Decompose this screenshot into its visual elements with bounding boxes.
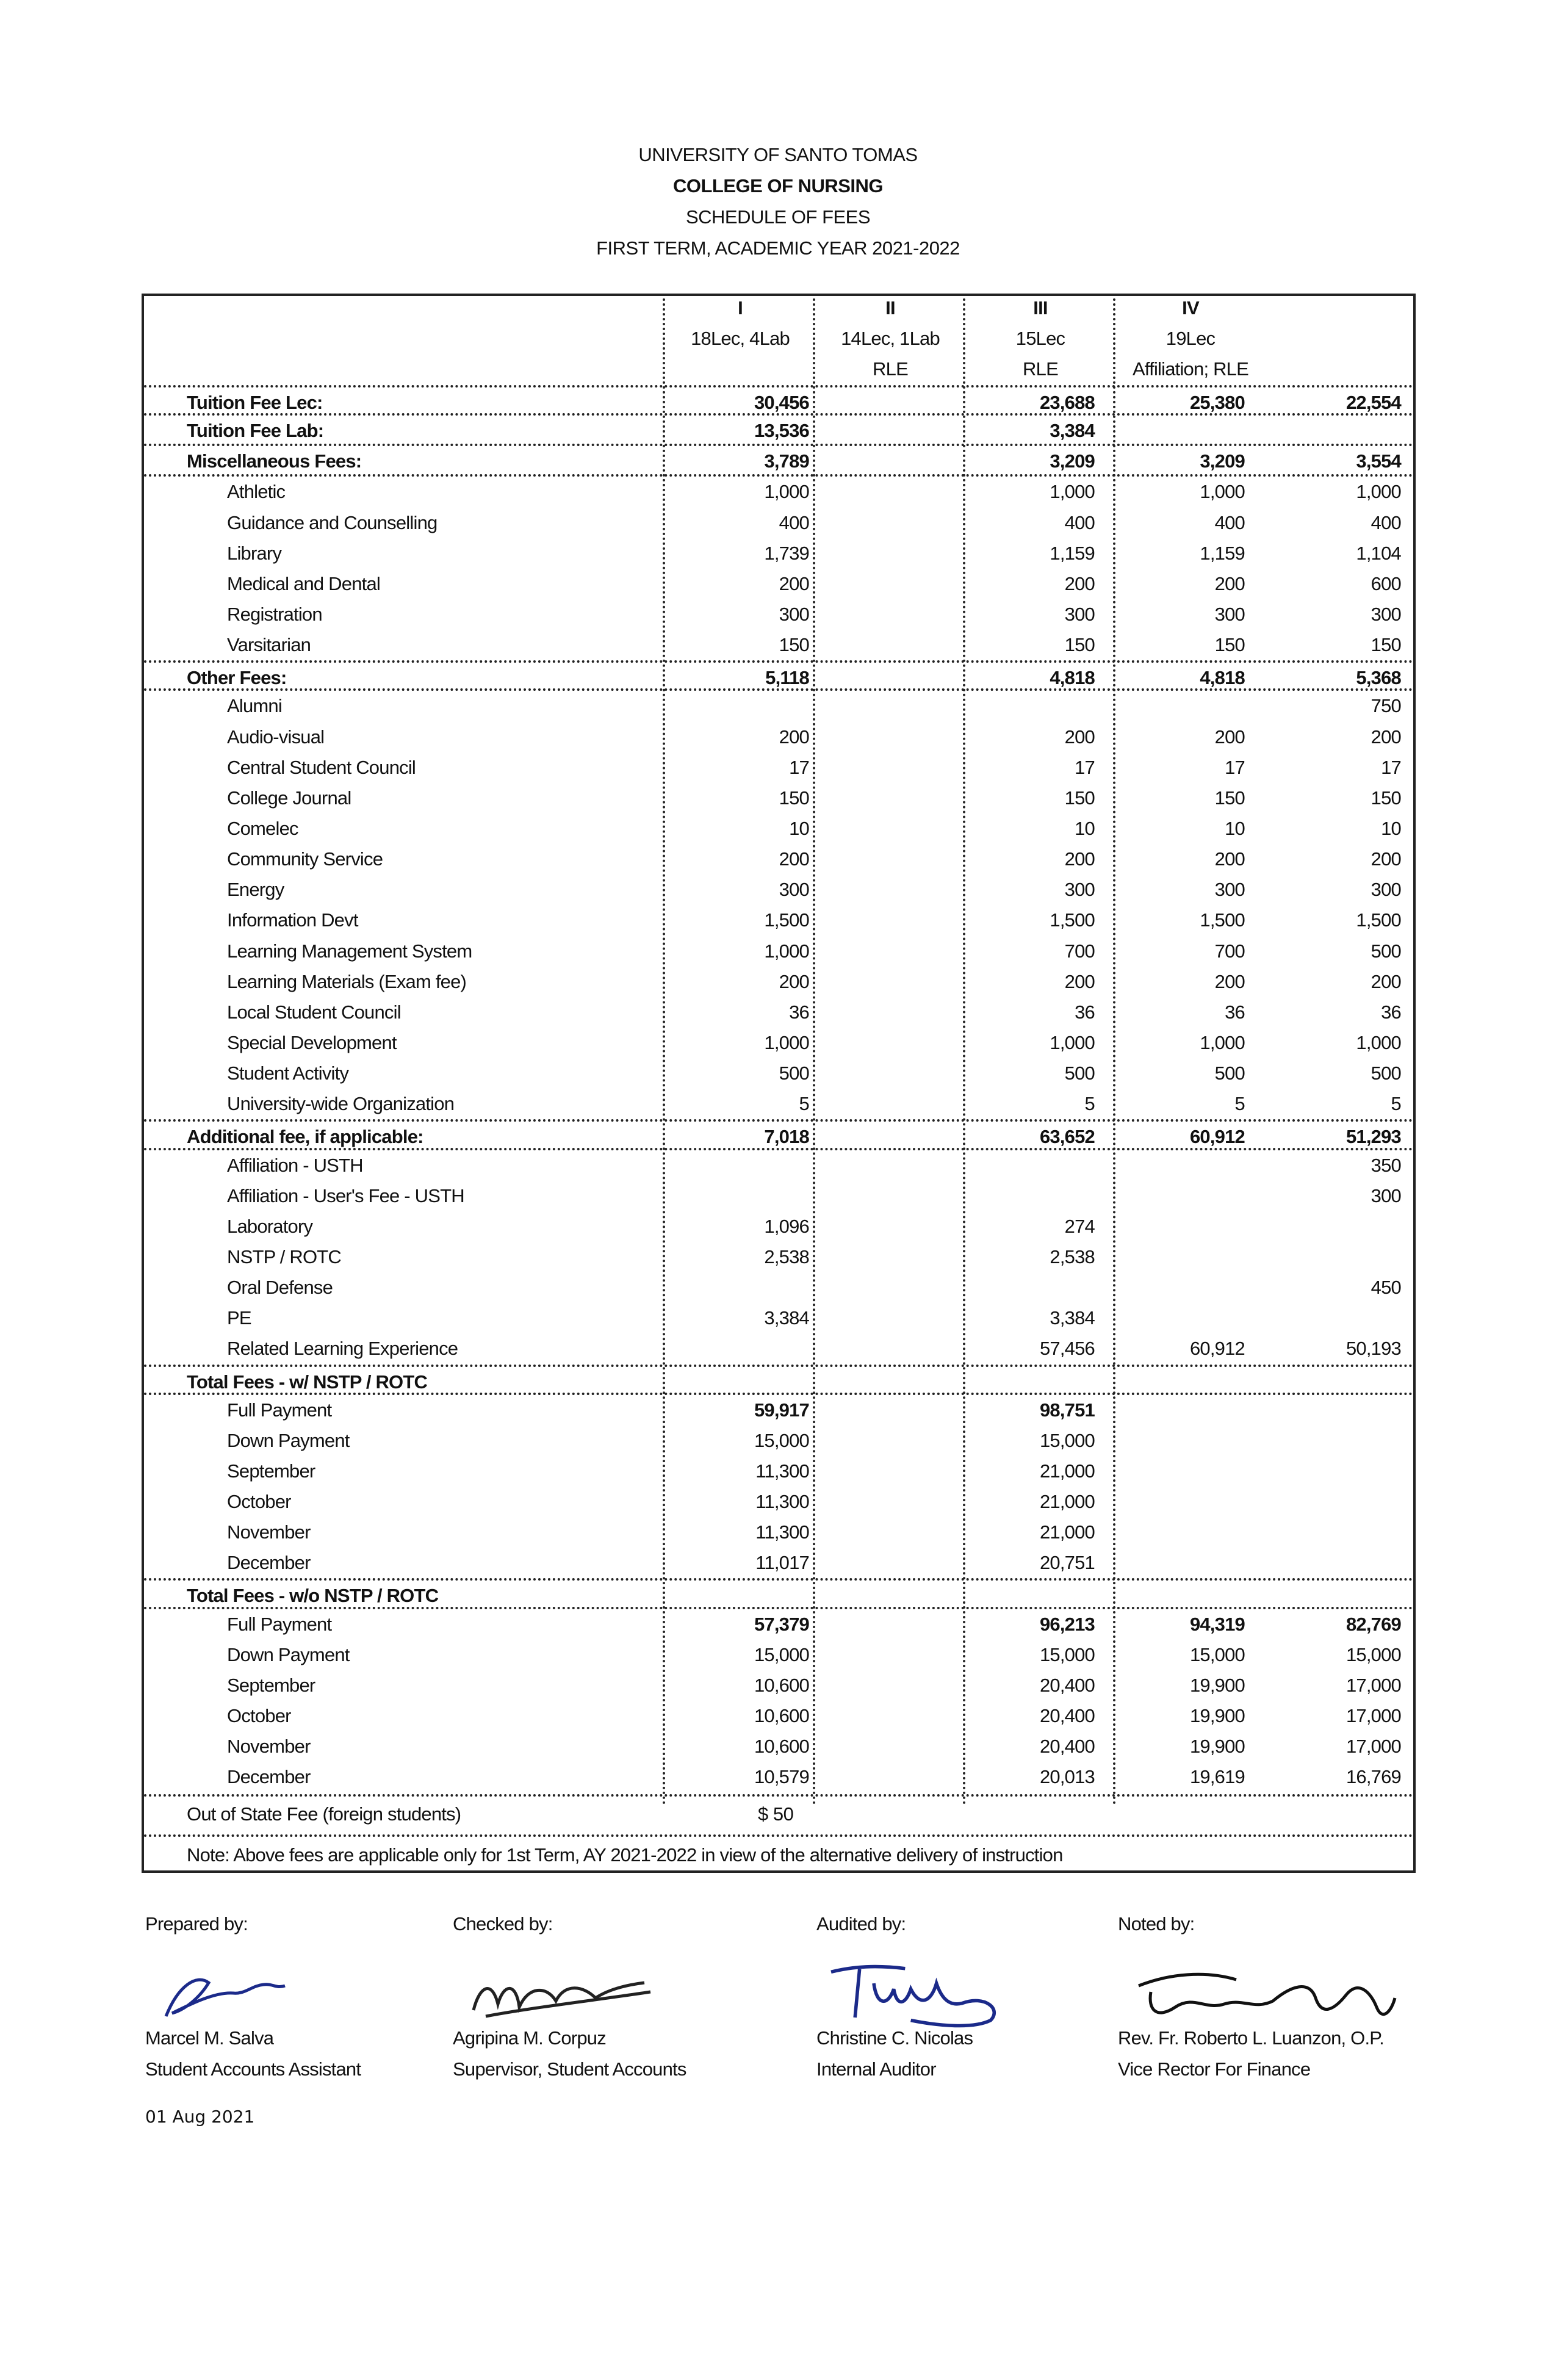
year-type-label: RLE bbox=[1023, 358, 1058, 380]
fee-label: Full Payment bbox=[227, 1613, 332, 1635]
fee-label: Down Payment bbox=[227, 1429, 350, 1451]
fee-label: September bbox=[227, 1460, 315, 1482]
fee-label: University-wide Organization bbox=[227, 1093, 455, 1115]
fee-section-row bbox=[144, 1119, 1413, 1150]
fee-item-row bbox=[144, 691, 1413, 721]
fee-amount-year-3: 19,900 bbox=[1189, 1736, 1245, 1758]
fee-amount-year-1: 200 bbox=[779, 848, 809, 870]
fee-amount-year-3: 1,000 bbox=[1200, 481, 1245, 503]
fee-amount-year-1: 30,456 bbox=[754, 392, 809, 413]
fee-amount-year-4: 15,000 bbox=[1345, 1643, 1401, 1665]
fee-amount-year-3: 60,912 bbox=[1189, 1338, 1245, 1360]
fee-amount-year-1: 400 bbox=[779, 511, 809, 533]
fee-item-row bbox=[144, 844, 1413, 874]
fee-amount-year-1: 10,579 bbox=[754, 1766, 809, 1788]
fee-item-row bbox=[144, 1272, 1413, 1303]
signatory-role: Audited by: bbox=[816, 1913, 906, 1935]
fee-amount-year-1: 200 bbox=[779, 726, 809, 748]
fee-amount-year-2: 3,384 bbox=[1050, 1307, 1095, 1329]
fee-amount-year-2: 2,538 bbox=[1050, 1246, 1095, 1268]
fee-amount-year-3: 300 bbox=[1214, 603, 1245, 625]
fee-label: Alumni bbox=[227, 695, 282, 717]
college-name: COLLEGE OF NURSING bbox=[672, 175, 884, 197]
fee-amount-year-3: 200 bbox=[1214, 848, 1245, 870]
fee-amount-year-3: 1,500 bbox=[1200, 909, 1245, 931]
fee-amount-year-2: 20,013 bbox=[1039, 1766, 1095, 1788]
fee-amount-year-2: 1,000 bbox=[1050, 1031, 1095, 1053]
fee-label: Energy bbox=[227, 879, 284, 901]
fee-amount-year-4: 750 bbox=[1371, 695, 1401, 717]
fee-amount-year-1: 10,600 bbox=[754, 1674, 809, 1696]
fee-amount-year-4: 50,193 bbox=[1345, 1338, 1401, 1360]
fee-rows bbox=[144, 385, 1413, 1792]
fee-amount-year-3: 17 bbox=[1225, 756, 1245, 778]
fee-amount-year-4: 3,554 bbox=[1356, 450, 1401, 472]
fee-item-row bbox=[144, 1701, 1413, 1731]
fee-amount-year-3: 36 bbox=[1225, 1001, 1245, 1023]
year-level-heading: II bbox=[885, 297, 895, 319]
fee-amount-year-3: 200 bbox=[1214, 970, 1245, 992]
fee-amount-year-2: 21,000 bbox=[1039, 1460, 1095, 1482]
fee-label: October bbox=[227, 1491, 291, 1513]
year-type-label: RLE bbox=[873, 358, 908, 380]
fee-amount-year-3: 10 bbox=[1225, 817, 1245, 839]
fee-amount-year-4: 5 bbox=[1391, 1093, 1401, 1115]
signatory-noted-by bbox=[1118, 1908, 1401, 2085]
fee-amount-year-4: 450 bbox=[1371, 1277, 1401, 1299]
fee-amount-year-4: 1,104 bbox=[1356, 542, 1401, 564]
fee-amount-year-1: 7,018 bbox=[764, 1126, 809, 1148]
fee-amount-year-1: 11,300 bbox=[755, 1521, 809, 1543]
fee-item-row bbox=[144, 905, 1413, 936]
fee-amount-year-2: 500 bbox=[1064, 1062, 1095, 1084]
fee-amount-year-3: 19,900 bbox=[1189, 1705, 1245, 1727]
fee-label: Tuition Fee Lab: bbox=[187, 420, 324, 442]
fee-amount-year-3: 60,912 bbox=[1189, 1126, 1245, 1148]
fee-amount-year-3: 200 bbox=[1214, 726, 1245, 748]
fee-amount-year-2: 63,652 bbox=[1039, 1126, 1095, 1148]
fee-label: Local Student Council bbox=[227, 1001, 401, 1023]
fee-amount-year-1: 36 bbox=[789, 1001, 809, 1023]
year-type-label: Affiliation; RLE bbox=[1133, 358, 1248, 380]
out-of-state-fee-label: Out of State Fee (foreign students) bbox=[187, 1803, 461, 1825]
fee-label: October bbox=[227, 1705, 291, 1727]
fee-label: Total Fees - w/o NSTP / ROTC bbox=[187, 1585, 439, 1607]
fee-amount-year-4: 1,000 bbox=[1356, 481, 1401, 503]
fee-amount-year-4: 17,000 bbox=[1345, 1736, 1401, 1758]
fee-amount-year-1: 500 bbox=[779, 1062, 809, 1084]
fee-label: PE bbox=[227, 1307, 251, 1329]
fee-item-row bbox=[144, 874, 1413, 905]
fee-item-row bbox=[144, 1640, 1413, 1670]
signature-image bbox=[449, 1949, 657, 2035]
fee-amount-year-4: 200 bbox=[1371, 726, 1401, 748]
fee-amount-year-4: 150 bbox=[1371, 634, 1401, 656]
fee-amount-year-3: 1,000 bbox=[1200, 1031, 1245, 1053]
fee-label: Library bbox=[227, 542, 282, 564]
signatory-position: Supervisor, Student Accounts bbox=[453, 2058, 686, 2080]
fee-item-row bbox=[144, 1303, 1413, 1333]
fee-amount-year-1: 150 bbox=[779, 787, 809, 809]
fee-item-row bbox=[144, 1426, 1413, 1456]
fee-label: Athletic bbox=[227, 481, 286, 503]
fee-amount-year-2: 21,000 bbox=[1039, 1491, 1095, 1513]
fee-amount-year-2: 21,000 bbox=[1039, 1521, 1095, 1543]
signatory-checked-by bbox=[453, 1908, 686, 2085]
fee-item-row bbox=[144, 630, 1413, 660]
fee-label: Tuition Fee Lec: bbox=[187, 392, 323, 413]
fee-label: Student Activity bbox=[227, 1062, 349, 1084]
fee-amount-year-1: 10 bbox=[789, 817, 809, 839]
fee-amount-year-2: 200 bbox=[1064, 726, 1095, 748]
fee-amount-year-2: 15,000 bbox=[1039, 1429, 1095, 1451]
fee-label: November bbox=[227, 1521, 311, 1543]
fee-item-row bbox=[144, 477, 1413, 507]
fee-amount-year-1: 1,000 bbox=[764, 481, 809, 503]
university-name: UNIVERSITY OF SANTO TOMAS bbox=[638, 144, 918, 165]
fee-amount-year-4: 36 bbox=[1381, 1001, 1401, 1023]
fee-item-row bbox=[144, 569, 1413, 599]
fee-amount-year-2: 3,209 bbox=[1050, 450, 1095, 472]
fee-label: College Journal bbox=[227, 787, 351, 809]
fee-item-row bbox=[144, 936, 1413, 967]
signatory-prepared-by bbox=[145, 1908, 361, 2085]
fee-amount-year-2: 300 bbox=[1064, 603, 1095, 625]
fee-section-row bbox=[144, 416, 1413, 446]
signature-image bbox=[813, 1949, 1020, 2035]
fee-amount-year-1: 10,600 bbox=[754, 1736, 809, 1758]
fee-label: Oral Defense bbox=[227, 1277, 333, 1299]
fee-amount-year-2: 10 bbox=[1075, 817, 1095, 839]
fee-amount-year-2: 4,818 bbox=[1050, 667, 1095, 689]
signature-image bbox=[1114, 1949, 1401, 2035]
fee-amount-year-2: 20,400 bbox=[1039, 1674, 1095, 1696]
fee-amount-year-1: 2,538 bbox=[764, 1246, 809, 1268]
fee-amount-year-2: 400 bbox=[1064, 511, 1095, 533]
fee-amount-year-4: 500 bbox=[1371, 1062, 1401, 1084]
fee-amount-year-4: 22,554 bbox=[1345, 392, 1401, 413]
fee-label: Comelec bbox=[227, 817, 298, 839]
fee-item-row bbox=[144, 1487, 1413, 1517]
fee-amount-year-3: 1,159 bbox=[1200, 542, 1245, 564]
fee-amount-year-3: 3,209 bbox=[1200, 450, 1245, 472]
fee-amount-year-1: 300 bbox=[779, 603, 809, 625]
fee-amount-year-1: 1,096 bbox=[764, 1215, 809, 1237]
fee-amount-year-2: 23,688 bbox=[1039, 392, 1095, 413]
fee-amount-year-3: 19,619 bbox=[1189, 1766, 1245, 1788]
fee-item-row bbox=[144, 1181, 1413, 1211]
fee-label: Special Development bbox=[227, 1031, 397, 1053]
fee-item-row bbox=[144, 1548, 1413, 1578]
fee-section-row bbox=[144, 1578, 1413, 1609]
fee-amount-year-1: 11,300 bbox=[755, 1460, 809, 1482]
fee-amount-year-1: 57,379 bbox=[754, 1613, 809, 1635]
fee-amount-year-1: 10,600 bbox=[754, 1705, 809, 1727]
fee-amount-year-4: 1,000 bbox=[1356, 1031, 1401, 1053]
signatory-position: Student Accounts Assistant bbox=[145, 2058, 361, 2080]
fee-label: Learning Management System bbox=[227, 940, 472, 962]
fee-amount-year-3: 25,380 bbox=[1189, 392, 1245, 413]
table-divider bbox=[144, 1834, 1413, 1837]
fee-amount-year-3: 150 bbox=[1214, 634, 1245, 656]
fee-amount-year-4: 350 bbox=[1371, 1154, 1401, 1176]
fee-amount-year-2: 17 bbox=[1075, 756, 1095, 778]
fee-label: Affiliation - User's Fee - USTH bbox=[227, 1185, 464, 1206]
fee-amount-year-1: 1,739 bbox=[764, 542, 809, 564]
fee-label: Varsitarian bbox=[227, 634, 311, 656]
fee-amount-year-4: 16,769 bbox=[1345, 1766, 1401, 1788]
fee-amount-year-2: 1,159 bbox=[1050, 542, 1095, 564]
term-label: FIRST TERM, ACADEMIC YEAR 2021-2022 bbox=[596, 237, 960, 259]
fee-label: Information Devt bbox=[227, 909, 358, 931]
fee-label: Additional fee, if applicable: bbox=[187, 1126, 423, 1148]
fee-amount-year-4: 200 bbox=[1371, 848, 1401, 870]
fee-item-row bbox=[144, 967, 1413, 997]
fee-amount-year-2: 150 bbox=[1064, 634, 1095, 656]
fee-item-row bbox=[144, 599, 1413, 630]
fee-amount-year-3: 94,319 bbox=[1189, 1613, 1245, 1635]
fee-amount-year-4: 51,293 bbox=[1345, 1126, 1401, 1148]
fee-label: Learning Materials (Exam fee) bbox=[227, 970, 467, 992]
signatory-name: Marcel M. Salva bbox=[145, 2027, 274, 2049]
fee-item-row bbox=[144, 1211, 1413, 1242]
fee-amount-year-1: 13,536 bbox=[754, 420, 809, 442]
fee-label: Full Payment bbox=[227, 1399, 332, 1421]
year-load-label: 14Lec, 1Lab bbox=[841, 328, 940, 349]
fee-amount-year-2: 20,400 bbox=[1039, 1736, 1095, 1758]
fee-label: Community Service bbox=[227, 848, 383, 870]
fee-amount-year-2: 98,751 bbox=[1039, 1399, 1095, 1421]
fee-amount-year-3: 700 bbox=[1214, 940, 1245, 962]
fee-amount-year-4: 10 bbox=[1381, 817, 1401, 839]
fee-label: NSTP / ROTC bbox=[227, 1246, 341, 1268]
fee-label: Other Fees: bbox=[187, 667, 287, 689]
fee-amount-year-1: 150 bbox=[779, 634, 809, 656]
fee-item-row bbox=[144, 1762, 1413, 1792]
fee-section-row bbox=[144, 660, 1413, 691]
year-load-label: 19Lec bbox=[1165, 328, 1216, 349]
fee-amount-year-1: 11,300 bbox=[755, 1491, 809, 1513]
fee-amount-year-2: 300 bbox=[1064, 879, 1095, 901]
fee-note: Note: Above fees are applicable only for 1st Term, AY 2021-2022 in view of the alternative delivery of instruction bbox=[187, 1844, 1063, 1866]
fee-amount-year-1: 3,384 bbox=[764, 1307, 809, 1329]
fee-amount-year-3: 4,818 bbox=[1200, 667, 1245, 689]
fee-amount-year-4: 600 bbox=[1371, 572, 1401, 594]
fee-amount-year-1: 1,000 bbox=[764, 940, 809, 962]
signatory-role: Checked by: bbox=[453, 1913, 553, 1935]
fee-amount-year-1: 17 bbox=[789, 756, 809, 778]
signature-image bbox=[142, 1949, 300, 2035]
fee-amount-year-1: 59,917 bbox=[754, 1399, 809, 1421]
fee-item-row bbox=[144, 538, 1413, 569]
year-load-label: 15Lec bbox=[1015, 328, 1065, 349]
fee-section-row bbox=[144, 446, 1413, 477]
document-header bbox=[140, 139, 1416, 264]
fee-item-row bbox=[144, 1333, 1413, 1364]
signatory-role: Prepared by: bbox=[145, 1913, 248, 1935]
fee-label: Medical and Dental bbox=[227, 572, 380, 594]
fee-amount-year-1: 1,500 bbox=[764, 909, 809, 931]
fee-amount-year-4: 300 bbox=[1371, 879, 1401, 901]
fee-amount-year-1: 5 bbox=[799, 1093, 809, 1115]
fee-label: November bbox=[227, 1736, 311, 1758]
fee-label: Affiliation - USTH bbox=[227, 1154, 363, 1176]
fee-label: December bbox=[227, 1552, 311, 1574]
fee-item-row bbox=[144, 1517, 1413, 1548]
signatory-name: Christine C. Nicolas bbox=[816, 2027, 973, 2049]
fee-item-row bbox=[144, 997, 1413, 1028]
year-level-heading: III bbox=[1033, 297, 1048, 319]
fee-label: Miscellaneous Fees: bbox=[187, 450, 362, 472]
fee-amount-year-1: 3,789 bbox=[764, 450, 809, 472]
fee-item-row bbox=[144, 1089, 1413, 1119]
fee-amount-year-3: 15,000 bbox=[1189, 1643, 1245, 1665]
fee-amount-year-3: 400 bbox=[1214, 511, 1245, 533]
fee-item-row bbox=[144, 722, 1413, 752]
fee-item-row bbox=[144, 1150, 1413, 1181]
fee-item-row bbox=[144, 1456, 1413, 1487]
fee-amount-year-4: 200 bbox=[1371, 970, 1401, 992]
fee-amount-year-2: 274 bbox=[1064, 1215, 1095, 1237]
fee-amount-year-3: 5 bbox=[1234, 1093, 1245, 1115]
fee-item-row bbox=[144, 1242, 1413, 1272]
fee-amount-year-4: 17,000 bbox=[1345, 1674, 1401, 1696]
signatory-name: Agripina M. Corpuz bbox=[453, 2027, 606, 2049]
fee-amount-year-2: 57,456 bbox=[1039, 1338, 1095, 1360]
fee-label: September bbox=[227, 1674, 315, 1696]
out-of-state-fee-value: $ 50 bbox=[758, 1803, 794, 1825]
fee-amount-year-3: 19,900 bbox=[1189, 1674, 1245, 1696]
fee-label: December bbox=[227, 1766, 311, 1788]
fee-amount-year-4: 82,769 bbox=[1345, 1613, 1401, 1635]
fee-amount-year-4: 500 bbox=[1371, 940, 1401, 962]
fee-label: Registration bbox=[227, 603, 322, 625]
fee-amount-year-2: 200 bbox=[1064, 848, 1095, 870]
signatory-role: Noted by: bbox=[1118, 1913, 1195, 1935]
signatory-position: Vice Rector For Finance bbox=[1118, 2058, 1311, 2080]
fee-amount-year-2: 20,400 bbox=[1039, 1705, 1095, 1727]
fee-amount-year-1: 200 bbox=[779, 970, 809, 992]
fee-amount-year-1: 5,118 bbox=[765, 667, 809, 689]
fee-label: Guidance and Counselling bbox=[227, 511, 438, 533]
year-load-label: 18Lec, 4Lab bbox=[691, 328, 790, 349]
fee-amount-year-4: 300 bbox=[1371, 603, 1401, 625]
fee-amount-year-3: 200 bbox=[1214, 572, 1245, 594]
fee-amount-year-2: 3,384 bbox=[1050, 420, 1095, 442]
fee-amount-year-3: 300 bbox=[1214, 879, 1245, 901]
fee-section-row bbox=[144, 1365, 1413, 1395]
signatory-position: Internal Auditor bbox=[816, 2058, 936, 2080]
fee-amount-year-1: 11,017 bbox=[755, 1552, 809, 1574]
fee-item-row bbox=[144, 1609, 1413, 1640]
fee-amount-year-1: 1,000 bbox=[764, 1031, 809, 1053]
fee-label: Related Learning Experience bbox=[227, 1338, 458, 1360]
year-level-heading: IV bbox=[1182, 297, 1199, 319]
fee-amount-year-4: 400 bbox=[1371, 511, 1401, 533]
fee-amount-year-2: 5 bbox=[1084, 1093, 1095, 1115]
fee-item-row bbox=[144, 1058, 1413, 1089]
fee-item-row bbox=[144, 1731, 1413, 1762]
fee-amount-year-2: 36 bbox=[1075, 1001, 1095, 1023]
fee-amount-year-4: 300 bbox=[1371, 1185, 1401, 1206]
table-divider bbox=[144, 1794, 1413, 1797]
fee-amount-year-4: 150 bbox=[1371, 787, 1401, 809]
fee-amount-year-4: 17 bbox=[1381, 756, 1401, 778]
fee-label: Central Student Council bbox=[227, 756, 416, 778]
fee-amount-year-2: 1,500 bbox=[1050, 909, 1095, 931]
fee-item-row bbox=[144, 1028, 1413, 1058]
fee-item-row bbox=[144, 813, 1413, 844]
fee-amount-year-3: 500 bbox=[1214, 1062, 1245, 1084]
document-title: SCHEDULE OF FEES bbox=[685, 206, 871, 228]
fee-amount-year-2: 20,751 bbox=[1039, 1552, 1095, 1574]
fee-amount-year-4: 5,368 bbox=[1356, 667, 1401, 689]
fee-label: Laboratory bbox=[227, 1215, 313, 1237]
fee-amount-year-2: 200 bbox=[1064, 572, 1095, 594]
document-date: 01 Aug 2021 bbox=[145, 2107, 255, 2127]
fee-amount-year-2: 96,213 bbox=[1039, 1613, 1095, 1635]
fee-amount-year-2: 150 bbox=[1064, 787, 1095, 809]
fee-amount-year-1: 200 bbox=[779, 572, 809, 594]
fee-item-row bbox=[144, 1670, 1413, 1701]
fee-amount-year-2: 15,000 bbox=[1039, 1643, 1095, 1665]
fee-amount-year-1: 300 bbox=[779, 879, 809, 901]
fee-amount-year-1: 15,000 bbox=[754, 1429, 809, 1451]
fee-amount-year-4: 17,000 bbox=[1345, 1705, 1401, 1727]
signatory-audited-by bbox=[816, 1908, 1020, 2085]
fee-amount-year-2: 1,000 bbox=[1050, 481, 1095, 503]
signatory-name: Rev. Fr. Roberto L. Luanzon, O.P. bbox=[1118, 2027, 1384, 2049]
year-level-heading: I bbox=[738, 297, 743, 319]
fee-label: Audio-visual bbox=[227, 726, 325, 748]
fee-item-row bbox=[144, 783, 1413, 813]
fee-item-row bbox=[144, 752, 1413, 783]
fee-item-row bbox=[144, 508, 1413, 538]
fee-amount-year-1: 15,000 bbox=[754, 1643, 809, 1665]
fee-amount-year-2: 700 bbox=[1064, 940, 1095, 962]
fee-label: Down Payment bbox=[227, 1643, 350, 1665]
fee-amount-year-2: 200 bbox=[1064, 970, 1095, 992]
fee-amount-year-4: 1,500 bbox=[1356, 909, 1401, 931]
fee-section-row bbox=[144, 385, 1413, 416]
fee-item-row bbox=[144, 1395, 1413, 1426]
fee-amount-year-3: 150 bbox=[1214, 787, 1245, 809]
fee-label: Total Fees - w/ NSTP / ROTC bbox=[187, 1371, 428, 1393]
